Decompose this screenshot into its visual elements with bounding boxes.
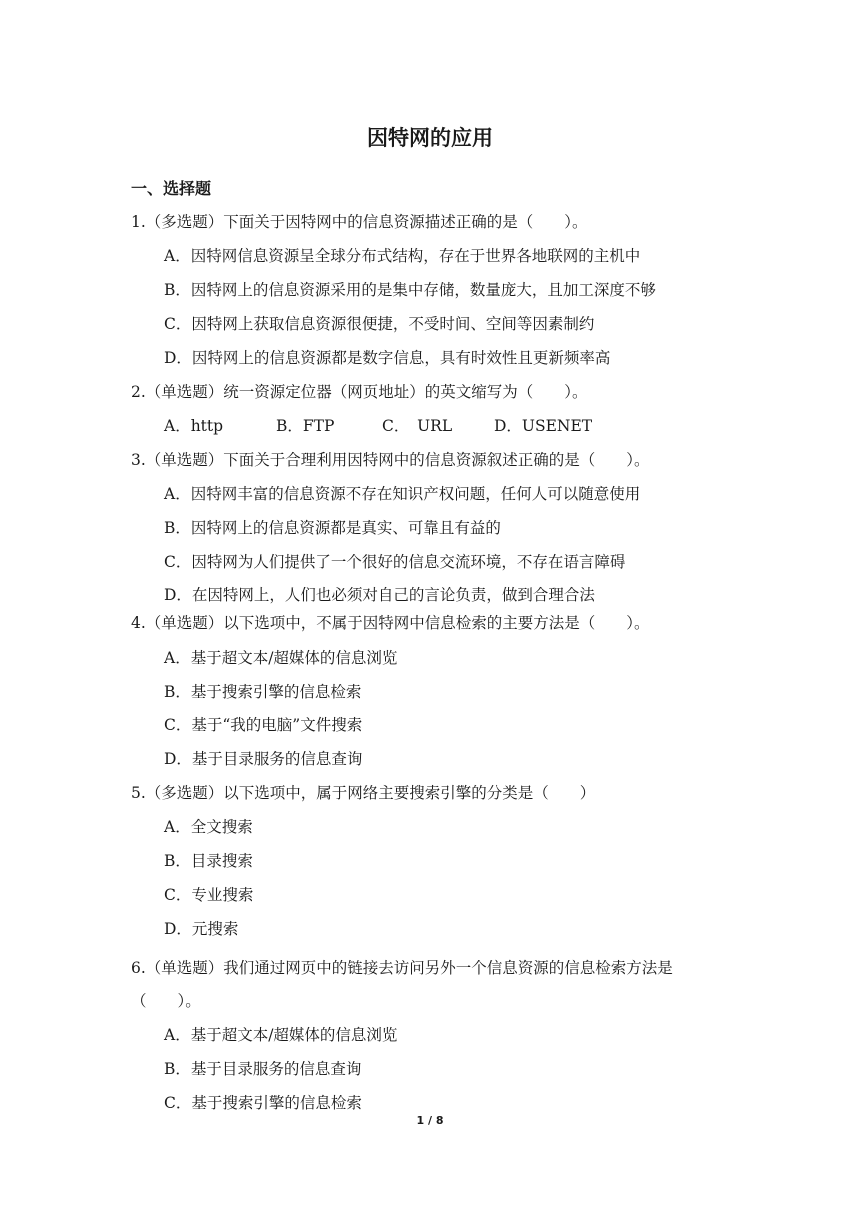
question-5-stem: 5.（多选题）以下选项中，属于网络主要搜索引擎的分类是（ ） <box>131 784 596 802</box>
question-5-option-c: C．专业搜索 <box>164 886 254 904</box>
question-1-option-a: A．因特网信息资源呈全球分布式结构，存在于世界各地联网的主机中 <box>164 247 641 265</box>
question-3-option-b: B．因特网上的信息资源都是真实、可靠且有益的 <box>164 519 501 537</box>
question-5-option-d: D．元搜索 <box>164 920 239 938</box>
question-3-option-a: A．因特网丰富的信息资源不存在知识产权问题，任何人可以随意使用 <box>164 485 641 503</box>
question-2-option-a: A．http <box>164 417 224 435</box>
question-6-option-b: B．基于目录服务的信息查询 <box>164 1060 362 1078</box>
question-2-option-b: B．FTP <box>276 417 335 435</box>
question-4-option-a: A．基于超文本/超媒体的信息浏览 <box>164 649 398 667</box>
question-6-stem: 6.（单选题）我们通过网页中的链接去访问另外一个信息资源的信息检索方法是 <box>131 959 673 977</box>
question-6-stem-continuation: （ ）。 <box>131 992 201 1010</box>
question-4-option-b: B．基于搜索引擎的信息检索 <box>164 683 362 701</box>
question-3-stem: 3.（单选题）下面关于合理利用因特网中的信息资源叙述正确的是（ ）。 <box>131 451 650 469</box>
question-5-option-b: B．目录搜索 <box>164 852 253 870</box>
question-1-option-c: C．因特网上获取信息资源很便捷，不受时间、空间等因素制约 <box>164 315 595 333</box>
question-1-option-d: D．因特网上的信息资源都是数字信息，具有时效性且更新频率高 <box>164 349 611 367</box>
question-1-option-b: B．因特网上的信息资源采用的是集中存储，数量庞大，且加工深度不够 <box>164 281 656 299</box>
question-2-stem: 2.（单选题）统一资源定位器（网页地址）的英文缩写为（ ）。 <box>131 383 588 401</box>
question-3-option-c: C．因特网为人们提供了一个很好的信息交流环境，不存在语言障碍 <box>164 553 626 571</box>
document-title: 因特网的应用 <box>367 126 493 150</box>
question-6-option-a: A．基于超文本/超媒体的信息浏览 <box>164 1026 398 1044</box>
question-3-option-d: D．在因特网上，人们也必须对自己的言论负责，做到合理合法 <box>164 586 595 604</box>
question-4-option-c: C．基于“我的电脑”文件搜索 <box>164 716 363 734</box>
question-4-stem: 4.（单选题）以下选项中，不属于因特网中信息检索的主要方法是（ ）。 <box>131 614 650 632</box>
question-1-stem: 1.（多选题）下面关于因特网中的信息资源描述正确的是（ ）。 <box>131 213 588 231</box>
question-4-option-d: D．基于目录服务的信息查询 <box>164 750 363 768</box>
question-5-option-a: A．全文搜索 <box>164 818 253 836</box>
question-6-option-c: C．基于搜索引擎的信息检索 <box>164 1094 362 1112</box>
question-2-option-c: C． URL <box>382 417 453 435</box>
section-heading: 一、选择题 <box>131 179 212 198</box>
question-2-option-d: D．USENET <box>494 417 593 435</box>
page-number: 1 / 8 <box>416 1114 444 1127</box>
